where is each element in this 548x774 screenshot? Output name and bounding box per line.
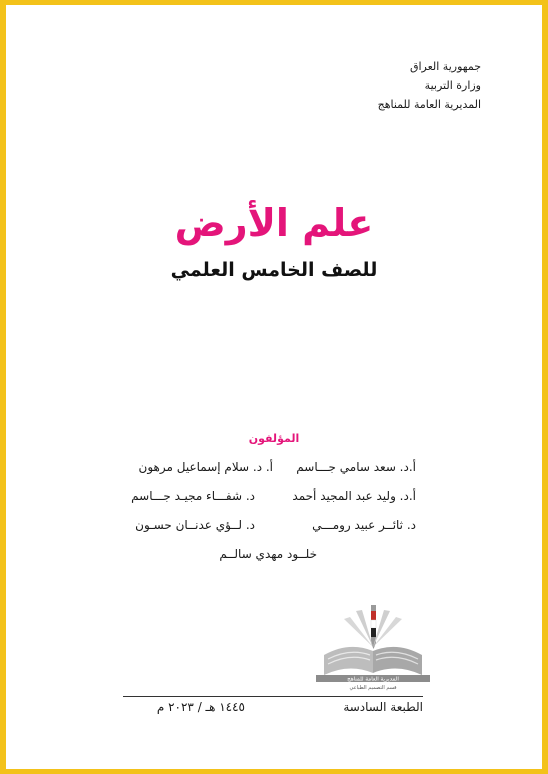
authors-heading: المؤلفون: [248, 432, 300, 445]
book-subtitle: للصف الخامس العلمي: [170, 259, 378, 281]
author-3: أ.د. وليد عبد المجيد أحمد: [292, 489, 416, 503]
book-title: علم الأرض: [174, 201, 374, 245]
author-7: خلــود مهدي سالــم: [219, 547, 317, 561]
author-4: د. شفـــاء مجيـد جـــاسم: [131, 489, 255, 503]
author-2: أ. د. سلام إسماعيل مرهون: [138, 460, 273, 474]
logo-text-1: المديرية العامة للمناهج: [347, 676, 399, 683]
author-5: د. ثائــر عبيد رومـــي: [312, 518, 416, 532]
author-6: د. لــؤي عدنــان حسـون: [135, 518, 255, 532]
country-name: جمهورية العراق: [409, 60, 481, 73]
edition-label: الطبعة السادسة: [343, 700, 423, 714]
logo-text-2: قسم التصميم الطباعي: [349, 685, 397, 691]
footer-rule: [123, 696, 423, 697]
directorate-name: المديرية العامة للمناهج: [377, 98, 481, 111]
ministry-name: وزارة التربية: [424, 79, 481, 92]
book-cover-page: [6, 5, 542, 769]
publication-year: ١٤٤٥ هـ / ٢٠٢٣ م: [156, 700, 245, 714]
directorate-logo: [304, 603, 434, 693]
author-1: أ.د. سعد سامي جـــاسم: [296, 460, 416, 474]
